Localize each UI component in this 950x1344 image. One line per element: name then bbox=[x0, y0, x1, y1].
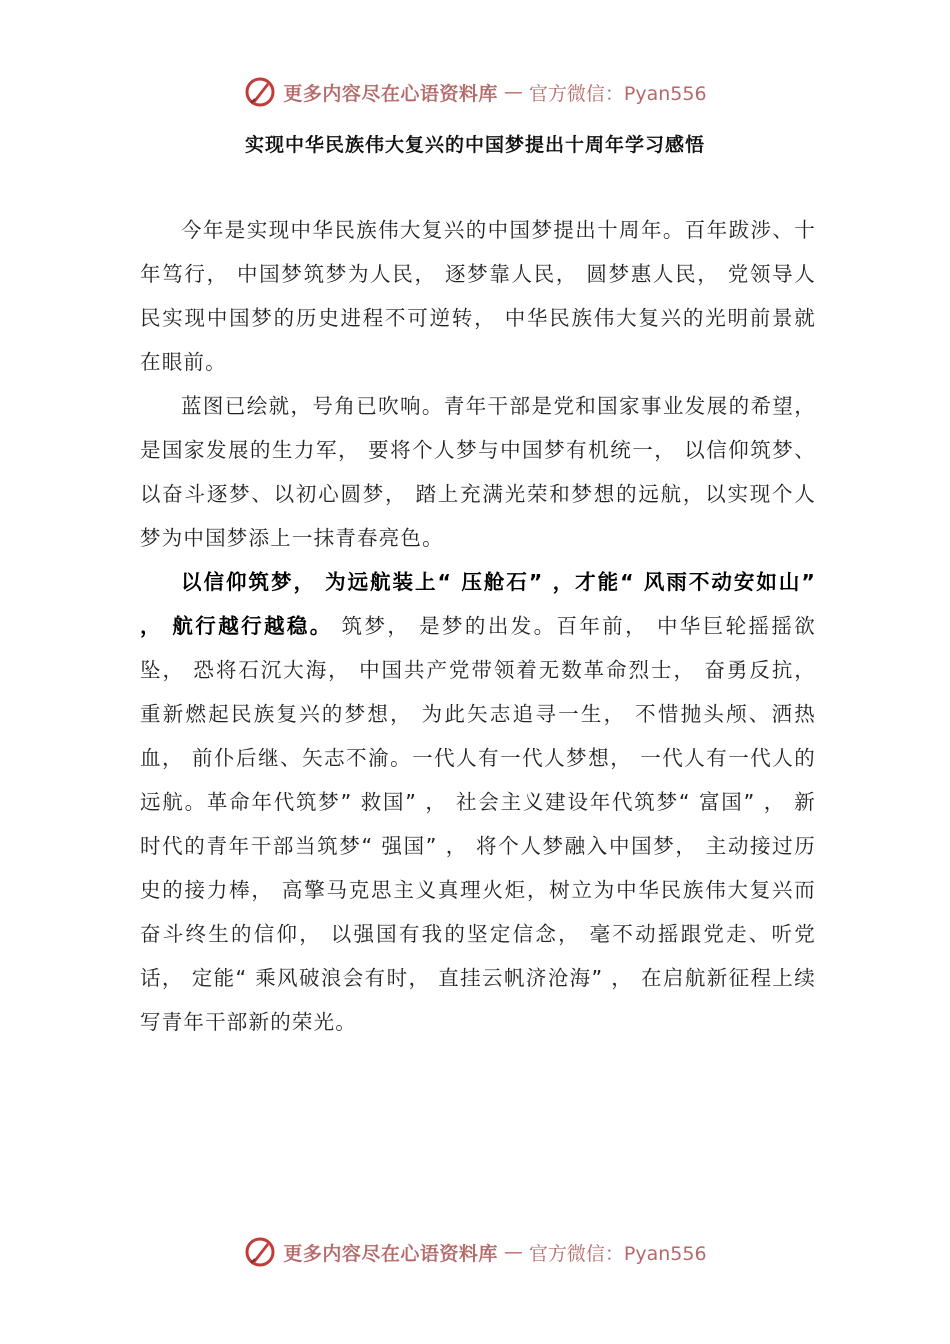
paragraph-text: 筑梦， 是梦的出发。百年前， 中华巨轮摇摇欲坠， 恐将石沉大海， 中国共产党带领着无数革命烈士， 奋勇反抗， 重新燃起民族复兴的梦想， 为此矢志追寻一生， 不惜抛头颅、洒热血， 前仆后继、矢志不渝。一代人有一代人梦想， 一代人有一代人的远航。革命年代筑梦” 救国” ， 社会主义建设年代筑梦“ 富国” ， 新时代的青年干部当筑梦“ 强国” ， 将个人梦融入中国梦， 主动接过历史的接力棒， 高擎马克思主义真理火炬，树立为中华民族伟大复兴而奋斗终生的信仰， 以强国有我的坚定信念， 毫不动摇跟党走、听党话， 定能“ 乘风破浪会有时， 直挂云帆济沧海” ， 在启航新征程上续写青年干部新的荣光。 bbox=[140, 614, 816, 1034]
document-title: 实现中华民族伟大复兴的中国梦提出十周年学习感悟 bbox=[244, 134, 705, 156]
watermark-separator: — bbox=[503, 81, 523, 103]
watermark-separator: — bbox=[503, 1241, 523, 1263]
paragraph bbox=[140, 560, 816, 1044]
paragraph-text: 蓝图已绘就，号角已吹响。青年干部是党和国家事业发展的希望， 是国家发展的生力军， 要将个人梦与中国梦有机统一， 以信仰筑梦、以奋斗逐梦、以初心圆梦， 踏上充满光荣和梦想的远航，以实现个人梦为中国梦添上一抹青春亮色。 bbox=[140, 394, 816, 550]
footer-watermark bbox=[0, 1232, 950, 1272]
watermark-contact: 官方微信：Pyan556 bbox=[528, 1242, 707, 1265]
watermark-text: 更多内容尽在心语资料库 bbox=[283, 82, 498, 105]
watermark-text: 更多内容尽在心语资料库 bbox=[283, 1242, 498, 1265]
quill-logo-icon bbox=[243, 1235, 277, 1269]
paragraph-text: 今年是实现中华民族伟大复兴的中国梦提出十周年。百年跋涉、十年笃行， 中国梦筑梦为人民， 逐梦靠人民， 圆梦惠人民， 党领导人民实现中国梦的历史进程不可逆转， 中华民族伟大复兴的光明前景就在眼前。 bbox=[140, 218, 816, 374]
quill-logo-icon bbox=[243, 75, 277, 109]
paragraph-lead: 以信仰筑梦， 为远航装上“ 压舱石” ，才能“ 风雨不动安如山” ， 航行越行越稳。 bbox=[140, 570, 816, 638]
paragraph bbox=[140, 208, 816, 384]
paragraph bbox=[140, 384, 816, 560]
watermark-contact: 官方微信：Pyan556 bbox=[528, 82, 707, 105]
document-body bbox=[140, 208, 816, 1044]
header-watermark bbox=[0, 72, 950, 112]
